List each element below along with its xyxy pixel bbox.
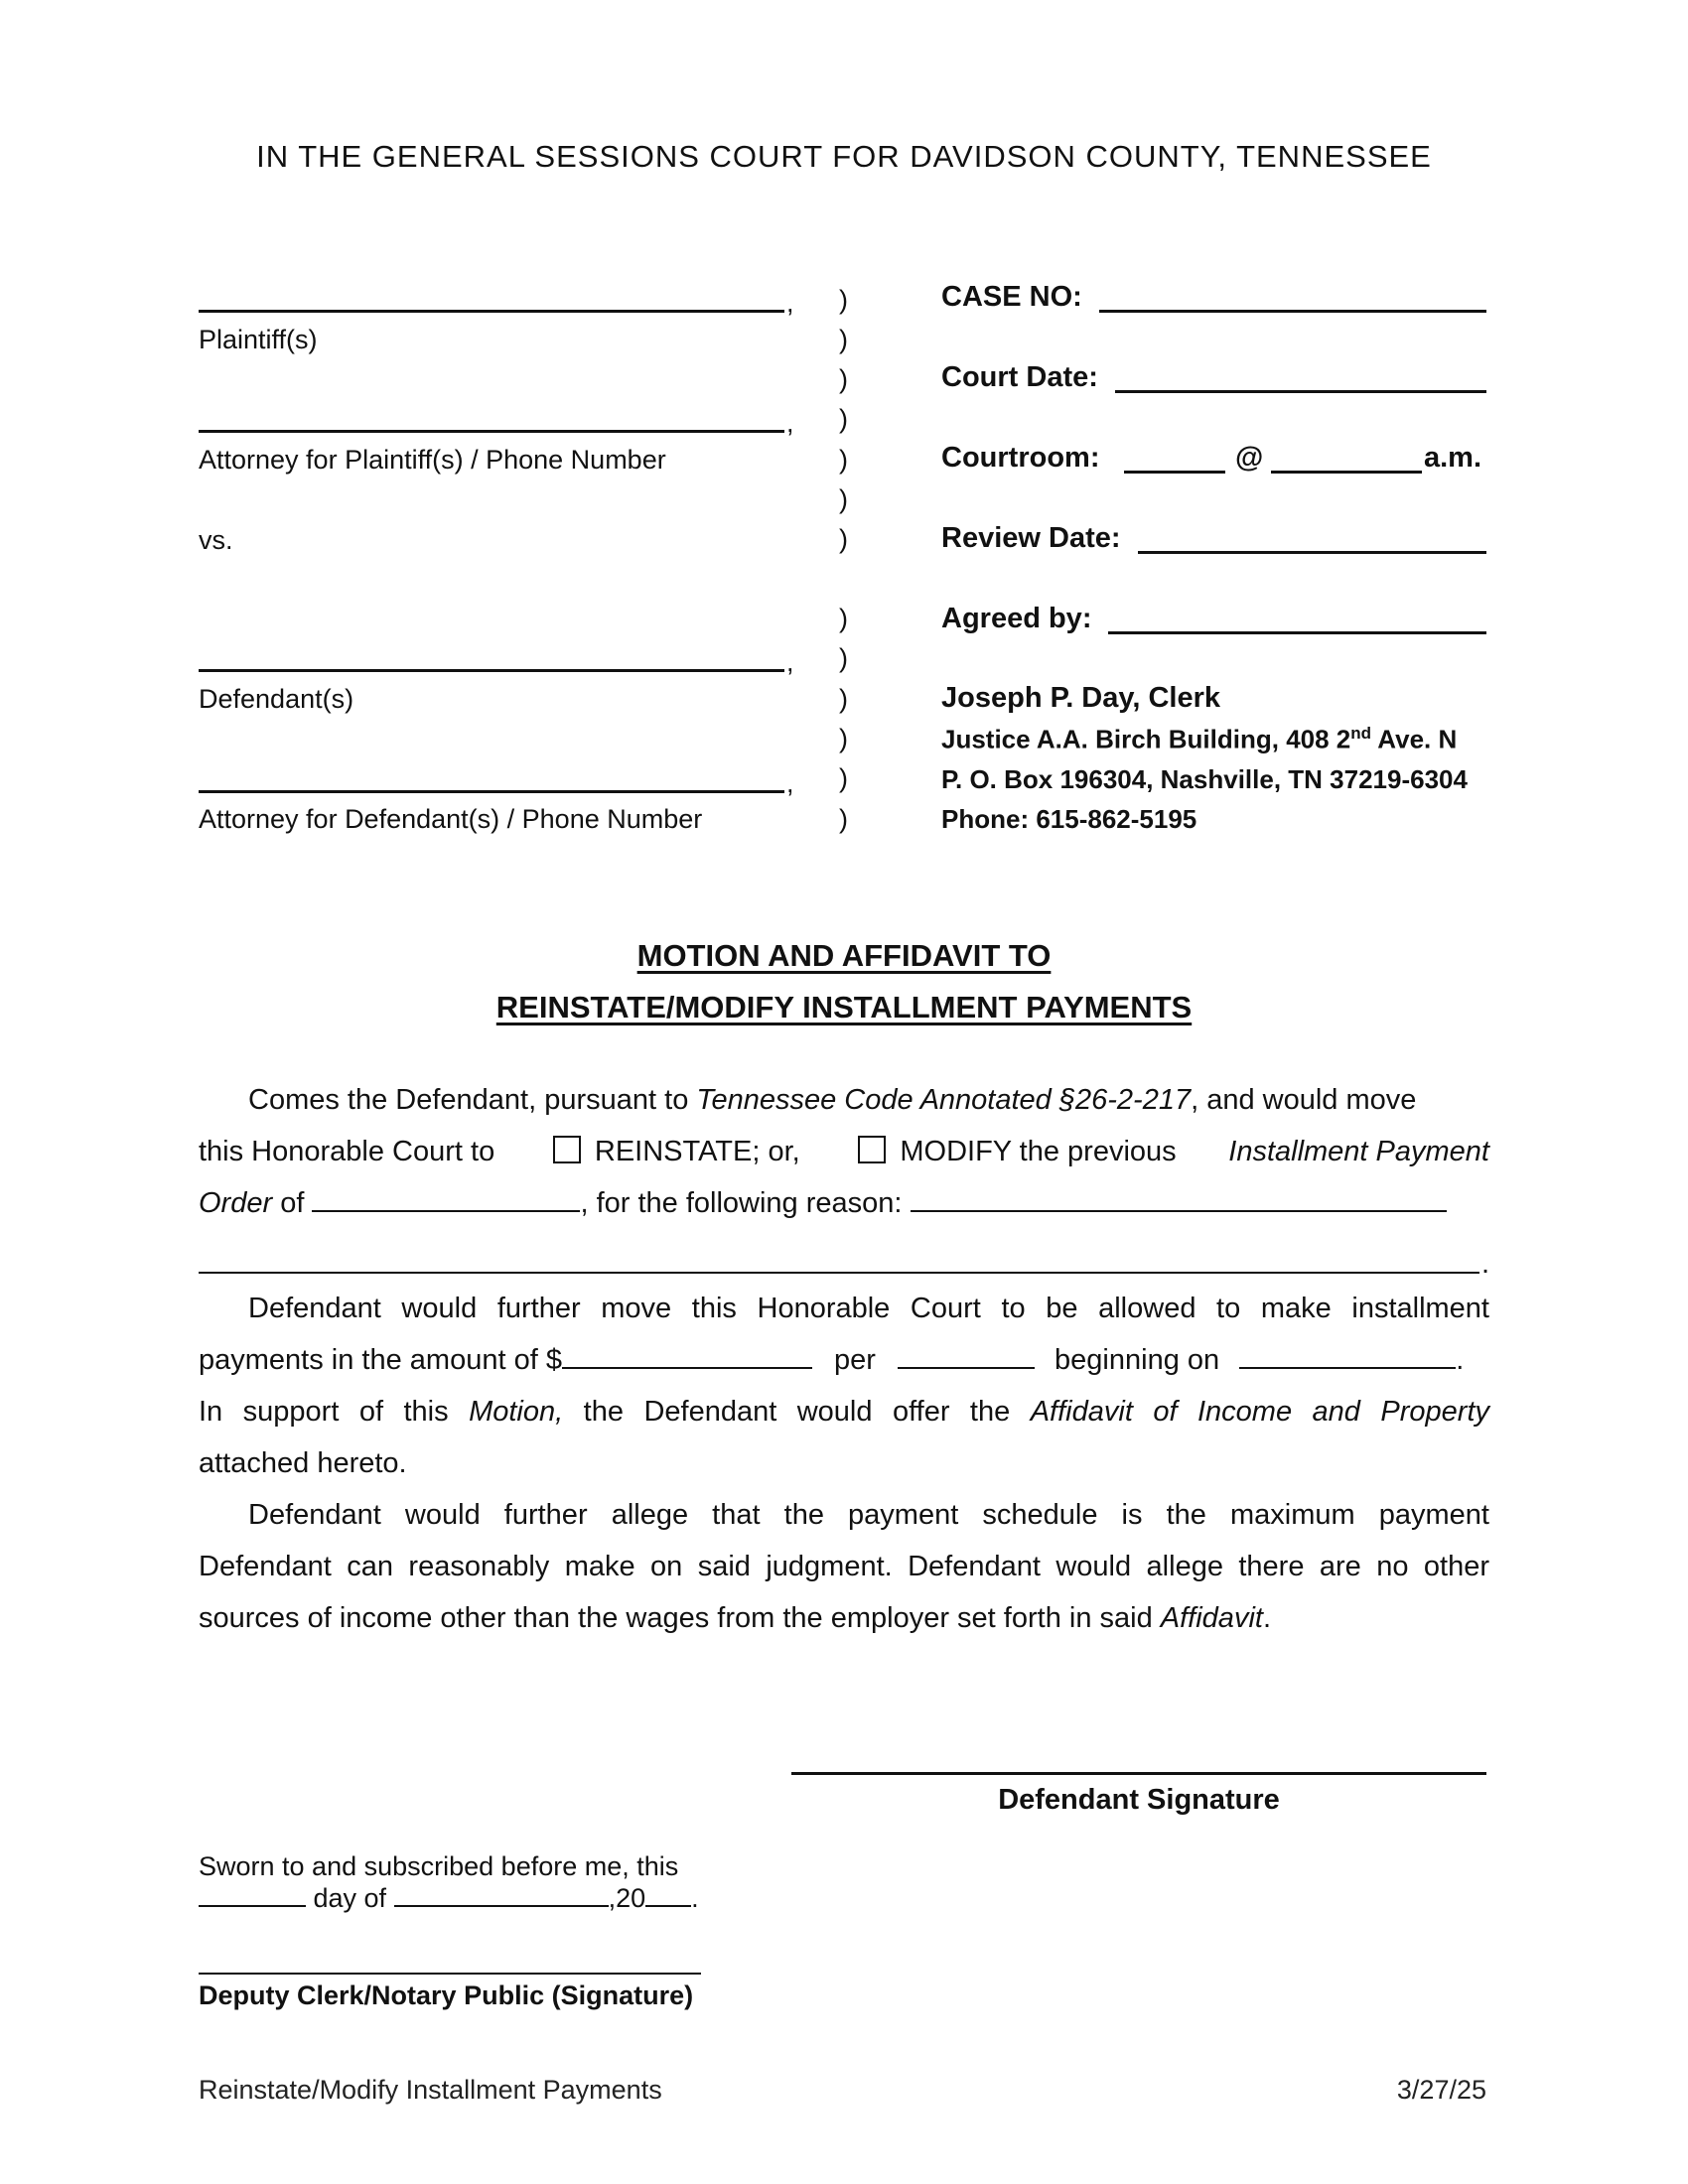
sworn-month-field[interactable] <box>394 1885 609 1907</box>
p2-text: the Defendant would offer the <box>563 1396 1031 1428</box>
defendant-name-field[interactable] <box>199 669 784 672</box>
clerk-building-suffix: Ave. N <box>1371 724 1458 754</box>
plaintiff-attorney-comma: , <box>786 408 794 438</box>
caption-paren: ) <box>839 643 848 673</box>
p1-text: , for the following reason: <box>580 1187 911 1219</box>
court-date-label: Court Date: <box>941 361 1098 393</box>
clerk-phone: Phone: 615-862-5195 <box>941 804 1197 834</box>
p3-text-italic: Affidavit <box>1160 1602 1263 1634</box>
caption-paren: ) <box>839 484 848 514</box>
sworn-year-field[interactable] <box>645 1885 691 1907</box>
clerk-po-box: P. O. Box 196304, Nashville, TN 37219-6304 <box>941 764 1468 794</box>
caption-paren: ) <box>839 604 848 633</box>
installment-period-field[interactable] <box>898 1345 1035 1369</box>
p1-text-italic: Order <box>199 1187 273 1219</box>
clerk-name: Joseph P. Day, Clerk <box>941 682 1221 714</box>
clerk-building <box>941 724 1457 755</box>
p1-line1 <box>199 1084 1489 1117</box>
notary-signature-field[interactable] <box>199 1973 701 1975</box>
reason-field-1[interactable] <box>911 1188 1447 1212</box>
p2-text: per <box>825 1344 884 1376</box>
plaintiff-attorney-label: Attorney for Plaintiff(s) / Phone Number <box>199 445 666 475</box>
installment-amount-field[interactable] <box>562 1345 812 1369</box>
p2-line1: Defendant would further move this Honorable Court to be allowed to make installment <box>248 1293 1489 1324</box>
sworn-date-line <box>199 1883 699 1914</box>
review-date-field[interactable] <box>1138 551 1486 554</box>
caption-paren: ) <box>839 804 848 834</box>
plaintiff-comma: , <box>786 288 794 318</box>
agreed-by-field[interactable] <box>1108 631 1486 634</box>
caption-paren: ) <box>839 364 848 394</box>
caption-paren: ) <box>839 684 848 714</box>
defendant-label: Defendant(s) <box>199 684 354 714</box>
court-date-field[interactable] <box>1115 390 1486 393</box>
reinstate-option[interactable] <box>547 1136 800 1168</box>
modify-option[interactable] <box>852 1136 1176 1168</box>
caption-paren: ) <box>839 285 848 315</box>
p1-text: this Honorable Court to <box>199 1136 495 1167</box>
am-label: a.m. <box>1424 442 1482 474</box>
court-title: IN THE GENERAL SESSIONS COURT FOR DAVIDSON COUNTY, TENNESSEE <box>256 139 1432 174</box>
p2-line3 <box>199 1396 1489 1429</box>
courtroom-field[interactable] <box>1124 471 1225 474</box>
footer-revision-date: 3/27/25 <box>1396 2075 1486 2105</box>
sworn-text: . <box>691 1883 699 1913</box>
defendant-attorney-field[interactable] <box>199 790 784 793</box>
order-date-field[interactable] <box>312 1188 580 1212</box>
reinstate-label: REINSTATE; or, <box>594 1136 800 1167</box>
p2-text: beginning on <box>1046 1344 1228 1376</box>
p1-end-period: . <box>1481 1248 1490 1280</box>
sworn-day-field[interactable] <box>199 1885 306 1907</box>
p1-text-italic: Installment Payment <box>1228 1136 1489 1167</box>
p2-text-italic: Motion, <box>469 1396 564 1428</box>
plaintiff-label: Plaintiff(s) <box>199 325 318 354</box>
caption-paren: ) <box>839 724 848 753</box>
p3-line1: Defendant would further allege that the payment schedule is the maximum payment <box>248 1499 1489 1531</box>
defendant-signature-field[interactable] <box>791 1772 1486 1775</box>
motion-title-line2: REINSTATE/MODIFY INSTALLMENT PAYMENTS <box>495 990 1193 1024</box>
court-time-field[interactable] <box>1271 471 1422 474</box>
motion-title-line1: MOTION AND AFFIDAVIT TO <box>636 938 1052 973</box>
case-no-field[interactable] <box>1099 310 1486 313</box>
p3-line3 <box>199 1602 1489 1635</box>
caption-paren: ) <box>839 445 848 475</box>
p1-line3 <box>199 1187 1489 1220</box>
p3-text: . <box>1262 1602 1272 1634</box>
vs-label: vs. <box>199 525 233 555</box>
p1-line2 <box>199 1136 1489 1168</box>
case-no-label: CASE NO: <box>941 281 1082 313</box>
defendant-signature-label: Defendant Signature <box>998 1784 1280 1816</box>
sworn-statement: Sworn to and subscribed before me, this <box>199 1851 679 1881</box>
notary-signature-label: Deputy Clerk/Notary Public (Signature) <box>199 1980 694 2010</box>
p3-text: sources of income other than the wages from the employer set forth in said <box>199 1602 1161 1634</box>
clerk-building-sup: nd <box>1350 724 1372 743</box>
p2-line2 <box>199 1344 1489 1377</box>
footer-form-name: Reinstate/Modify Installment Payments <box>199 2075 662 2105</box>
defendant-attorney-comma: , <box>786 768 794 798</box>
p2-line4: attached hereto. <box>199 1447 407 1479</box>
p1-text: Comes the Defendant, pursuant to <box>248 1084 697 1116</box>
modify-checkbox[interactable] <box>858 1136 886 1163</box>
p2-text: . <box>1456 1344 1465 1376</box>
reinstate-checkbox[interactable] <box>553 1136 581 1163</box>
courtroom-label: Courtroom: <box>941 442 1100 474</box>
at-symbol: @ <box>1235 442 1264 474</box>
defendant-comma: , <box>786 647 794 677</box>
clerk-building-prefix: Justice A.A. Birch Building, 408 2 <box>941 724 1351 754</box>
modify-label: MODIFY the previous <box>900 1136 1177 1167</box>
review-date-label: Review Date: <box>941 522 1121 554</box>
statute-citation: Tennessee Code Annotated §26-2-217 <box>696 1084 1192 1116</box>
p3-line2: Defendant can reasonably make on said judgment. Defendant would allege there are no other <box>199 1551 1489 1582</box>
caption-paren: ) <box>839 325 848 354</box>
caption-paren: ) <box>839 404 848 434</box>
plaintiff-attorney-field[interactable] <box>199 430 784 433</box>
sworn-text: ,20 <box>608 1883 646 1913</box>
sworn-text: day of <box>306 1883 394 1913</box>
agreed-by-label: Agreed by: <box>941 603 1092 634</box>
p1-text: of <box>272 1187 313 1219</box>
caption-paren: ) <box>839 524 848 554</box>
p2-text: In support of this <box>199 1396 470 1428</box>
p1-text: , and would move <box>1191 1084 1417 1116</box>
p2-text-italic: Affidavit of Income and Property <box>1030 1396 1489 1428</box>
defendant-attorney-label: Attorney for Defendant(s) / Phone Number <box>199 804 703 834</box>
caption-paren: ) <box>839 763 848 793</box>
reason-field-2[interactable] <box>199 1272 1479 1274</box>
plaintiff-name-field[interactable] <box>199 310 784 313</box>
beginning-date-field[interactable] <box>1239 1345 1456 1369</box>
p2-text: payments in the amount of $ <box>199 1344 562 1376</box>
